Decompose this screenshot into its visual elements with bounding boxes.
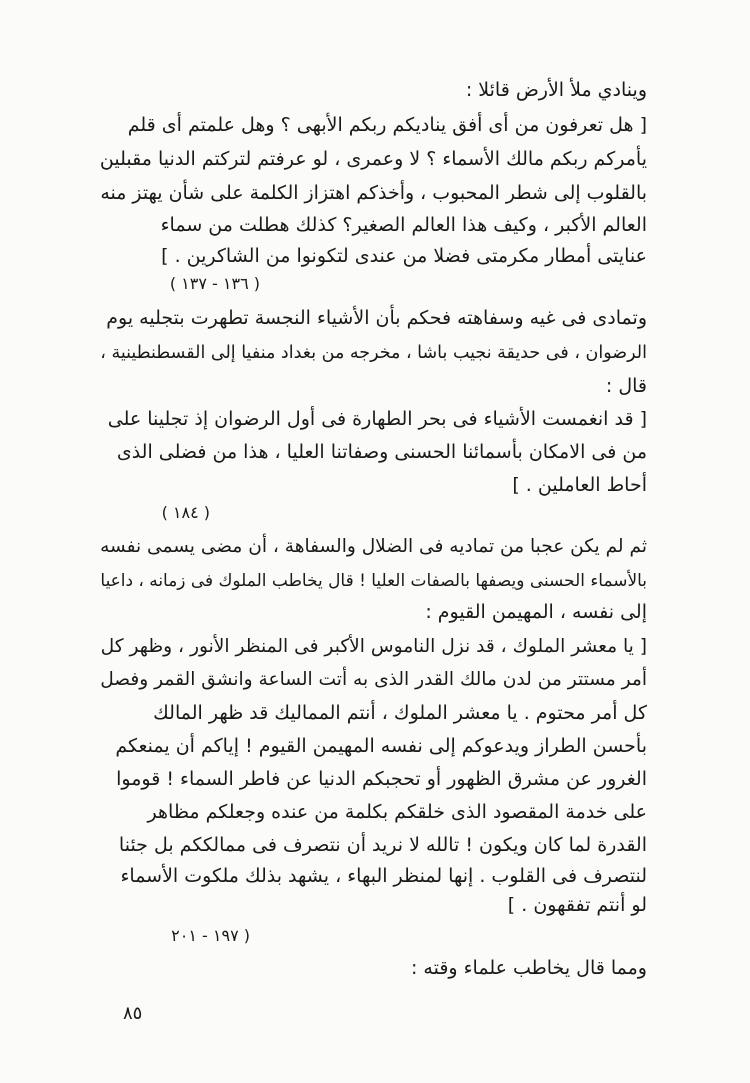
quote-3-line-2: أمر مستتر من لدن مالك القدر الذى به أتت الساعة وانشق القمر وفصل bbox=[100, 669, 647, 690]
quote-1-line-4: العالم الأكبر ، وكيف هذا العالم الصغير؟ كذلك هطلت من سماء bbox=[160, 214, 647, 236]
quote-3-line-1: [ يا معشر الملوك ، قد نزل الناموس الأكبر فى المنظر الأنور ، وظهر كل bbox=[100, 636, 647, 657]
intro-line: وينادي ملأ الأرض قائلا : bbox=[465, 79, 647, 101]
quote-3-line-3: كل أمر محتوم . يا معشر الملوك ، أنتم المماليك قد ظهر المالك bbox=[153, 702, 647, 724]
reference-3: ( ١٩٧ - ٢٠١ bbox=[171, 926, 250, 945]
narration-1-line-1: وتمادى فى غيه وسفاهته فحكم بأن الأشياء النجسة تطهرت بتجليه يوم bbox=[106, 307, 647, 329]
page-number: ٨٥ bbox=[123, 1003, 143, 1024]
reference-1: ( ١٣٦ - ١٣٧ ) bbox=[169, 274, 260, 293]
quote-3-line-6: على خدمة المقصود الذى خلقكم بكلمة من عنده وجعلكم مظاهر bbox=[147, 801, 647, 823]
quote-3-line-9: لو أنتم تفقهون . ] bbox=[507, 894, 647, 916]
closing-line: ومما قال يخاطب علماء وقته : bbox=[410, 957, 647, 979]
narration-2-line-2: بالأسماء الحسنى ويصفها بالصفات العليا ! قال يخاطب الملوك فى زمانه ، داعيا bbox=[100, 570, 647, 590]
narration-2-line-1: ثم لم يكن عجبا من تماديه فى الضلال والسفاهة ، أن مضى يسمى نفسه bbox=[100, 536, 647, 557]
quote-3-line-8: لنتصرف فى القلوب . إنها لمنظر البهاء ، يشهد بذلك ملكوت الأسماء bbox=[120, 865, 647, 887]
quote-2-line-2: من فى الامكان بأسمائنا الحسنى وصفاتنا العليا ، هذا من فضلى الذى bbox=[116, 441, 647, 463]
quote-2-line-3: أحاط العاملين . ] bbox=[512, 474, 647, 496]
reference-2: ( ١٨٤ ) bbox=[161, 503, 210, 522]
quote-1-line-2: يأمركم ربكم مالك الأسماء ؟ لا وعمرى ، لو عرفتم لتركتم الدنيا مقبلين bbox=[99, 148, 647, 170]
narration-2-line-3: إلى نفسه ، المهيمن القيوم : bbox=[425, 601, 647, 623]
quote-1-line-1: [ هل تعرفون من أى أفق يناديكم ربكم الأبهى ؟ وهل علمتم أى قلم bbox=[127, 114, 647, 136]
quote-3-line-5: الغرور عن مشرق الظهور أو تحجبكم الدنيا عن فاطر السماء ! قوموا bbox=[116, 768, 647, 790]
quote-1-line-5: عنايتى أمطار مكرمتى فضلا من عندى لتكونوا من الشاكرين . ] bbox=[161, 245, 647, 267]
quote-3-line-7: القدرة لما كان ويكون ! تالله لا نريد أن نتصرف فى ممالككم بل جئنا bbox=[118, 834, 647, 856]
quote-3-line-4: بأحسن الطراز ويدعوكم إلى نفسه المهيمن القيوم ! إياكم أن يمنعكم bbox=[115, 735, 647, 757]
narration-1-line-3: قال : bbox=[605, 375, 647, 397]
narration-1-line-2: الرضوان ، فى حديقة نجيب باشا ، مخرجه من بغداد منفيا إلى القسطنطينية ، bbox=[100, 343, 647, 363]
quote-1-line-3: بالقلوب إلى شطر المحبوب ، وأخذكم اهتزاز الكلمة على شأن يهتز منه bbox=[100, 182, 647, 204]
quote-2-line-1: [ قد انغمست الأشياء فى بحر الطهارة فى أول الرضوان إذ تجلينا على bbox=[107, 408, 647, 430]
